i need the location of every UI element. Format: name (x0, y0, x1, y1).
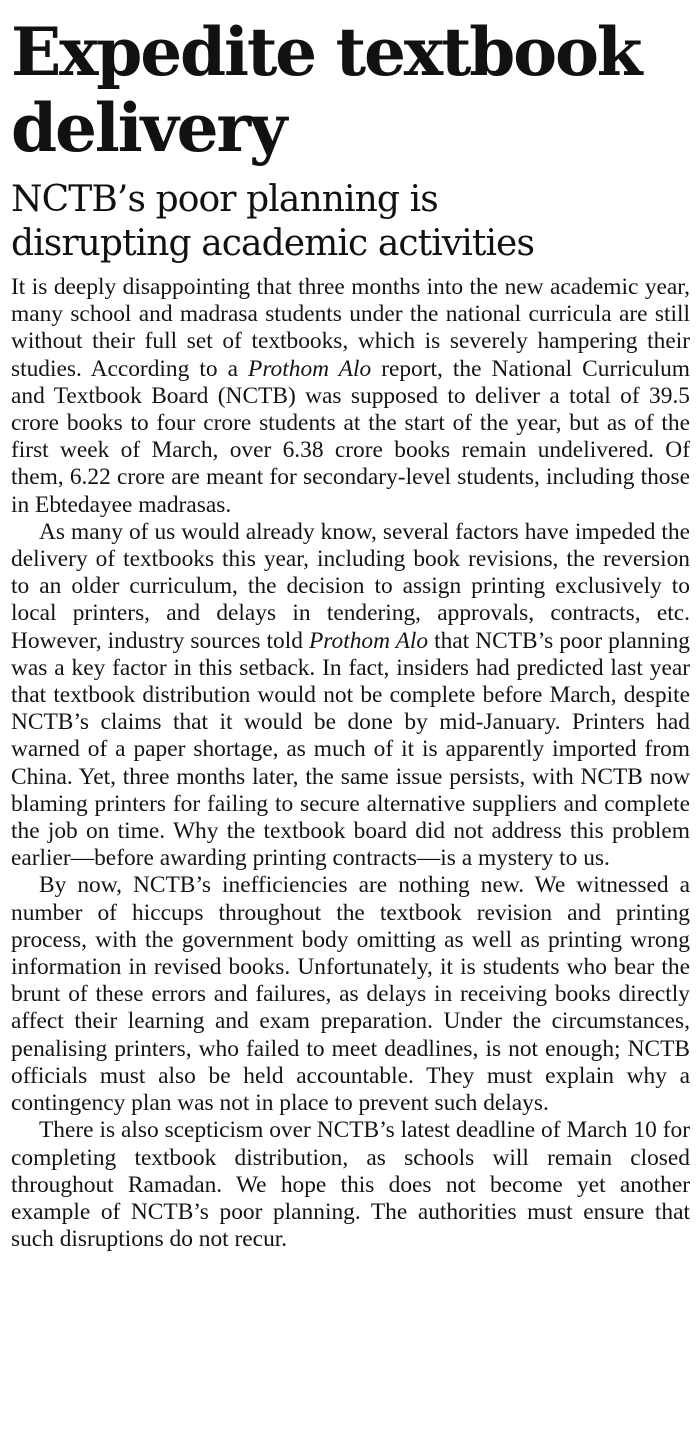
subheadline (11, 178, 690, 266)
paragraph-1-text-a: It is deeply disappointing that three months into the new academic year, many school and madrasa students under the national curricula are still without their full set of textbooks, which is severely hampering their studies. According to a (11, 274, 690, 382)
headline (11, 14, 690, 166)
paragraph-2-text-a: As many of us would already know, several factors have impeded the delivery of textbooks this year, including book revisions, the reversion to an older curriculum, the decision to assign printing exclusively to local printers, and delays in tendering, approvals, contracts, etc. However, industry sources told (11, 518, 690, 654)
headline-line-2: delivery (11, 89, 286, 167)
publication-name: Prothom Alo (248, 355, 372, 382)
publication-name: Prothom Alo (308, 627, 429, 654)
paragraph-1-text-b: report, the National Curriculum and Textbook Board (NCTB) was supposed to deliver a total of 39.5 crore books to four crore students at the start of the year, but as of the first week of March, over 6.38 crore books remain undelivered. Of them, 6.22 crore are meant for secondary-level students, including those in Ebtedayee madrasas. (11, 355, 690, 518)
paragraph-1 (11, 274, 690, 519)
article-body (11, 274, 690, 1253)
subheadline-line-1: NCTB’s poor planning is (11, 179, 438, 220)
paragraph-2 (11, 519, 690, 873)
paragraph-3: By now, NCTB’s inefficiencies are nothing new. We witnessed a number of hiccups throughout the textbook revision and printing process, with the government body omitting as well as printing wrong information in revised books. Unfortunately, it is students who bear the brunt of these errors and failures, as delays in receiving books directly affect their learning and exam preparation. Under the circumstances, penalising printers, who failed to meet deadlines, is not enough; NCTB officials must also be held accountable. They must explain why a contingency plan was not in place to prevent such delays. (11, 872, 690, 1117)
subheadline-line-2: disrupting academic activities (11, 223, 535, 264)
headline-line-1: Expedite textbook (11, 13, 641, 91)
paragraph-4: There is also scepticism over NCTB’s latest deadline of March 10 for completing textbook distribution, as schools will remain closed throughout Ramadan. We hope this does not become yet another example of NCTB’s poor planning. The authorities must ensure that such disruptions do not recur. (11, 1117, 690, 1253)
paragraph-2-text-b: that NCTB’s poor planning was a key factor in this setback. In fact, insiders had predicted last year that textbook distribution would not be complete before March, despite NCTB’s claims that it would be done by mid-January. Printers had warned of a paper shortage, as much of it is apparently imported from China. Yet, three months later, the same issue persists, with NCTB now blaming printers for failing to secure alternative suppliers and complete the job on time. Why the textbook board did not address this problem earlier—before awarding printing contracts—is a mystery to us. (11, 627, 690, 872)
